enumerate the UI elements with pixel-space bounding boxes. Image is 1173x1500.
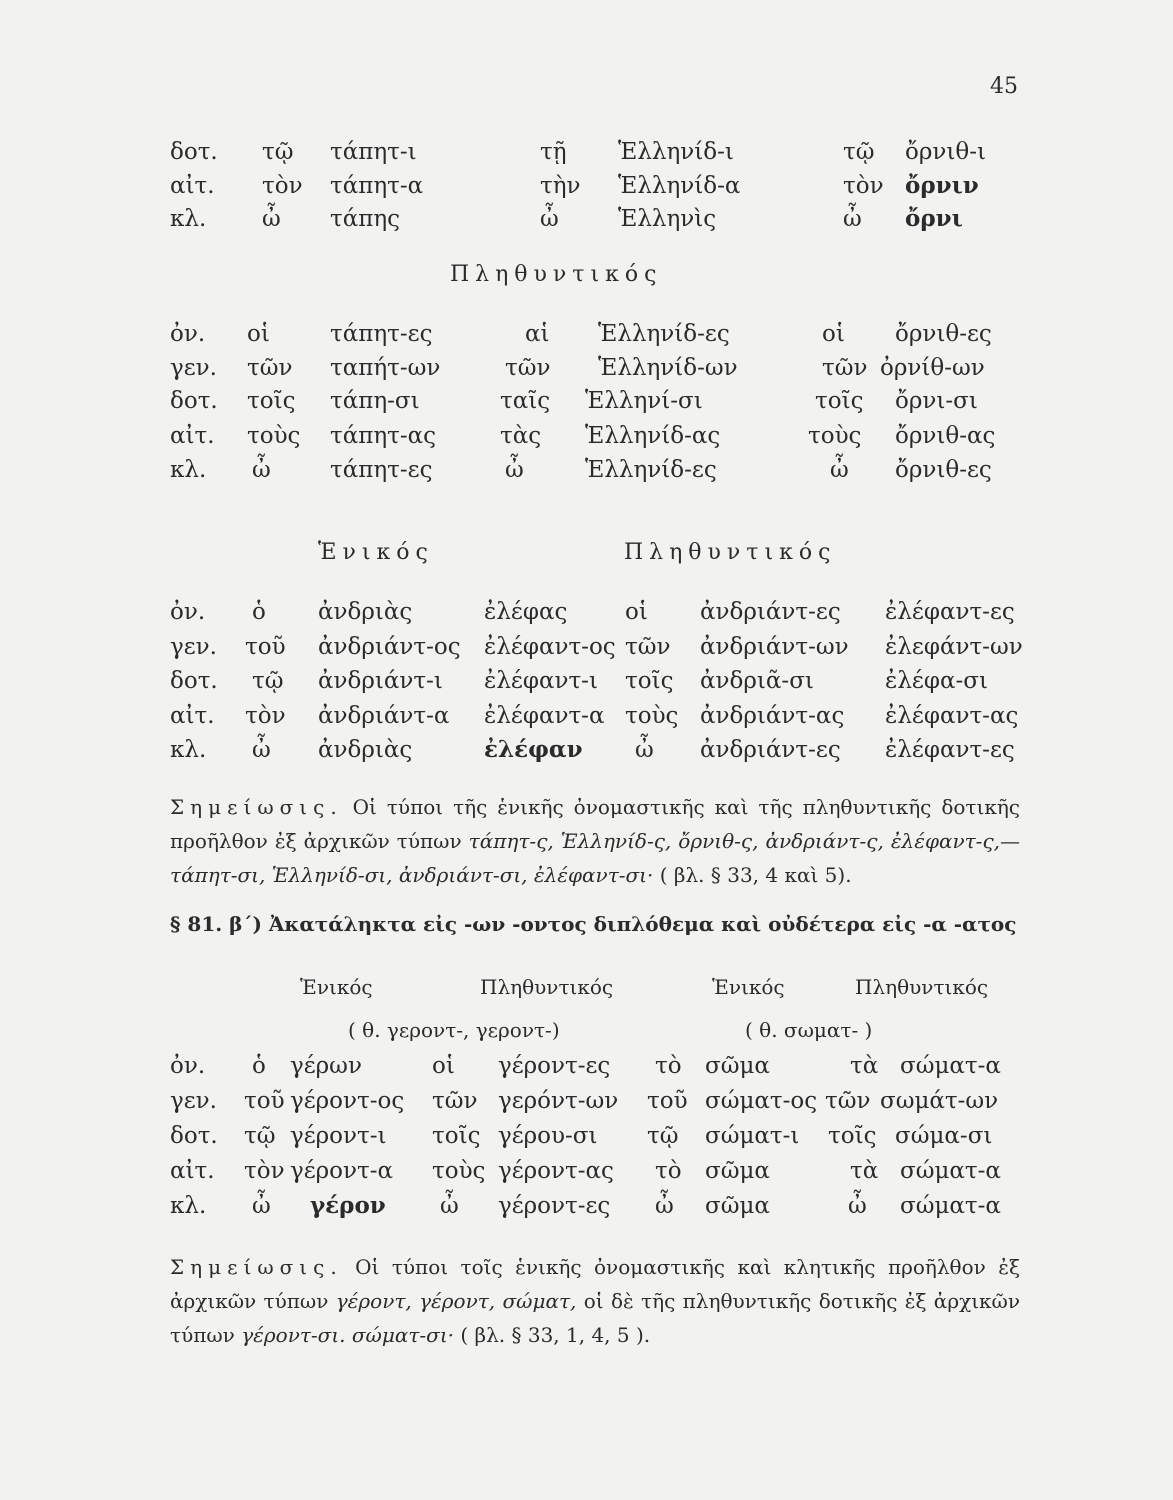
table-row — [0, 700, 1173, 732]
plural-heading: Πληθυντικός — [450, 262, 663, 287]
case-label: κλ. — [170, 457, 207, 483]
note-label: Σημείωσις. — [170, 795, 343, 819]
word-form: ἀνδριάντ-ι — [318, 668, 443, 694]
word-form: Ἑλληνίδ-ας — [585, 423, 721, 449]
article: τοὺς — [432, 1158, 486, 1184]
article: τὸν — [262, 173, 303, 199]
note-text: Οἱ τύποι τοῖς ἑνικῆς ὀνομαστικῆς καὶ κλητικῆς προῆλθον ἐξ ἀρχικῶν τύπων — [170, 1255, 1020, 1313]
article: τοῖς — [247, 388, 296, 414]
word-form: ἀνδριᾶ-σι — [700, 668, 814, 694]
article: τῶν — [432, 1088, 478, 1114]
word-form: σώματ-ος — [705, 1088, 818, 1114]
word-form: γέρου-σι — [498, 1123, 598, 1149]
word-form: τάπητ-ες — [330, 321, 433, 347]
case-label: αἰτ. — [170, 1158, 215, 1184]
article: τοῦ — [647, 1088, 688, 1114]
case-label: δοτ. — [170, 139, 218, 165]
article: ὁ — [252, 599, 266, 625]
word-form: τάπητ-ας — [330, 423, 437, 449]
word-form: ἀνδριάντ-ας — [700, 703, 845, 729]
case-label: αἰτ. — [170, 423, 215, 449]
article: τοῦ — [244, 1088, 285, 1114]
article: τῷ — [843, 139, 875, 165]
article: ὁ — [252, 1053, 266, 1079]
stem-note: ( θ. σωματ- ) — [745, 1018, 873, 1042]
word-form: ὄρνιθ-ες — [895, 457, 992, 483]
word-form: σῶμα — [705, 1158, 770, 1184]
note-text: Οἱ τύποι τῆς ἑνικῆς ὀνομαστικῆς καὶ τῆς πληθυντικῆς δοτικῆς προῆλθον ἐξ ἀρχικῶν τύπων — [170, 795, 1021, 853]
article: τοῖς — [815, 388, 864, 414]
table-row — [0, 385, 1173, 417]
article: τοῖς — [828, 1123, 877, 1149]
article: ὦ — [635, 737, 654, 763]
table-row — [0, 1155, 1173, 1187]
case-label: γεν. — [170, 634, 217, 660]
word-form: ἀνδριάντ-ος — [318, 634, 461, 660]
word-form: ὀρνίθ-ων — [880, 355, 985, 381]
word-form: ταπήτ-ων — [330, 355, 441, 381]
word-form: γέρον — [310, 1192, 386, 1219]
word-form: σώματ-ι — [705, 1123, 800, 1149]
note-italic-forms: τάπητ-ς, Ἑλληνίδ-ς, ὄρνιθ-ς, ἀνδριάντ-ς, ἐλέφαντ-ς,—τάπητ-σι, Ἑλληνίδ-σι, ἀνδριάντ-σι, ἐλέφαντ-σι· — [170, 829, 1021, 887]
word-form: ἐλέφας — [484, 599, 568, 625]
article: τὰς — [500, 423, 542, 449]
word-form: Ἑλληνίδ-ες — [598, 321, 730, 347]
word-form: ὄρνιθ-ι — [905, 139, 987, 165]
word-form: Ἑλληνὶς — [618, 206, 717, 232]
word-form: ἐλέφαντ-ι — [484, 668, 598, 694]
plural-heading: Πληθυντικός — [624, 540, 837, 565]
case-label: κλ. — [170, 206, 207, 232]
article: ὦ — [843, 206, 862, 232]
word-form: ὄρνι — [905, 205, 963, 232]
article: τὸν — [843, 173, 884, 199]
article: ταῖς — [500, 388, 551, 414]
table-row — [0, 352, 1173, 384]
article: τὴν — [540, 173, 581, 199]
word-form: ἀνδριὰς — [318, 737, 413, 763]
article: οἱ — [822, 321, 845, 347]
article: τοῦ — [245, 634, 286, 660]
word-form: ὄρνιθ-ες — [895, 321, 992, 347]
case-label: γεν. — [170, 355, 217, 381]
article: τῷ — [244, 1123, 276, 1149]
note-reference: ( βλ. § 33, 1, 4, 5 ). — [460, 1323, 651, 1347]
word-form: ἐλέφαντ-ες — [885, 599, 1015, 625]
word-form: σώματ-α — [900, 1053, 1001, 1079]
word-form: γέροντ-ος — [290, 1088, 405, 1114]
stem-note: ( θ. γεροντ-, γεροντ-) — [348, 1018, 560, 1042]
article: ὦ — [540, 206, 559, 232]
article: ὦ — [252, 1193, 271, 1219]
article: τῷ — [252, 668, 284, 694]
article: ὦ — [252, 457, 271, 483]
article: τῶν — [825, 1088, 871, 1114]
case-label: κλ. — [170, 1193, 207, 1219]
article: τὸ — [655, 1053, 682, 1079]
word-form: ὄρνι-σι — [895, 388, 978, 414]
article: ὦ — [252, 737, 271, 763]
article: οἱ — [247, 321, 270, 347]
table-row — [0, 734, 1173, 766]
note-reference: ( βλ. § 33, 4 καὶ 5). — [659, 863, 852, 887]
word-form: σῶμα — [705, 1193, 770, 1219]
word-form: ἐλέφαν — [484, 736, 583, 763]
article: τὸ — [655, 1158, 682, 1184]
note-text: οἱ δὲ τῆς πληθυντικῆς δοτικῆς ἐξ ἀρχικῶν τύπων — [170, 1289, 1020, 1347]
note-1 — [170, 790, 1020, 892]
word-form: ἐλέφαντ-ας — [885, 703, 1019, 729]
word-form: ἐλέφα-σι — [885, 668, 988, 694]
article: τὰ — [850, 1053, 879, 1079]
article: ὦ — [848, 1193, 867, 1219]
article: τὸν — [245, 703, 286, 729]
article: ὦ — [505, 457, 524, 483]
article: ὦ — [440, 1193, 459, 1219]
singular-heading: Ἑνικός — [318, 540, 434, 565]
plural-heading: Πληθυντικός — [855, 975, 989, 999]
word-form: ἀνδριὰς — [318, 599, 413, 625]
word-form: τάπητ-ες — [330, 457, 433, 483]
section-81-title: § 81. β΄) Ἀκατάληκτα εἰς -ων -οντος διπλόθεμα καὶ οὐδέτερα εἰς -α -ατος — [170, 912, 1017, 936]
article: τοῖς — [432, 1123, 481, 1149]
table-row — [0, 1120, 1173, 1152]
table-row — [0, 596, 1173, 628]
article: τῷ — [262, 139, 294, 165]
article: τῶν — [505, 355, 551, 381]
singular-heading: Ἑνικός — [712, 975, 785, 999]
article: οἱ — [432, 1053, 455, 1079]
case-label: γεν. — [170, 1088, 217, 1114]
word-form: σώματ-α — [900, 1193, 1001, 1219]
word-form: τάπη-σι — [330, 388, 420, 414]
article: τὸν — [244, 1158, 285, 1184]
singular-heading: Ἑνικός — [300, 975, 373, 999]
word-form: ἀνδριάντ-ων — [700, 634, 849, 660]
page-number: 45 — [990, 74, 1018, 99]
table-row — [0, 318, 1173, 350]
article: ὦ — [830, 457, 849, 483]
article: τῶν — [822, 355, 868, 381]
case-label: ὀν. — [170, 599, 206, 625]
note-2 — [170, 1250, 1020, 1352]
word-form: σῶμα — [705, 1053, 770, 1079]
word-form: Ἑλληνίδ-ων — [598, 355, 738, 381]
word-form: Ἑλληνίδ-ι — [618, 139, 734, 165]
table-row — [0, 203, 1173, 235]
article: οἱ — [625, 599, 648, 625]
table-row — [0, 631, 1173, 663]
word-form: γερόντ-ων — [498, 1088, 619, 1114]
article: τοὺς — [625, 703, 679, 729]
word-form: τάπητ-ι — [330, 139, 417, 165]
plural-heading: Πληθυντικός — [480, 975, 614, 999]
table-row — [0, 1085, 1173, 1117]
word-form: ἐλέφαντ-α — [484, 703, 605, 729]
note-italic-forms: γέροντ-σι. σώματ-σι· — [241, 1323, 455, 1347]
word-form: ἀνδριάντ-ες — [700, 599, 841, 625]
article: ὦ — [655, 1193, 674, 1219]
case-label: ὀν. — [170, 1053, 206, 1079]
word-form: ἐλέφαντ-ος — [484, 634, 616, 660]
table-row — [0, 454, 1173, 486]
word-form: γέροντ-ες — [498, 1193, 611, 1219]
case-label: αἰτ. — [170, 173, 215, 199]
word-form: Ἑλληνίδ-α — [618, 173, 741, 199]
word-form: σώμα-σι — [895, 1123, 993, 1149]
article: τοῖς — [625, 668, 674, 694]
word-form: ἀνδριάντ-ες — [700, 737, 841, 763]
word-form: ὄρνιν — [905, 172, 979, 199]
article: ὦ — [262, 206, 281, 232]
word-form: ὄρνιθ-ας — [895, 423, 996, 449]
article: τῶν — [625, 634, 671, 660]
note-italic-forms: γέροντ, γέροντ, σώματ, — [335, 1289, 577, 1313]
table-row — [0, 170, 1173, 202]
word-form: γέρων — [290, 1053, 362, 1079]
article: τοὺς — [247, 423, 301, 449]
word-form: τάπης — [330, 206, 401, 232]
case-label: κλ. — [170, 737, 207, 763]
word-form: Ἑλληνίδ-ες — [585, 457, 717, 483]
word-form: ἐλεφάντ-ων — [885, 634, 1023, 660]
table-row — [0, 665, 1173, 697]
case-label: ὀν. — [170, 321, 206, 347]
word-form: γέροντ-ες — [498, 1053, 611, 1079]
article: τῷ — [647, 1123, 679, 1149]
word-form: ἐλέφαντ-ες — [885, 737, 1015, 763]
article: τοὺς — [808, 423, 862, 449]
article: αἱ — [525, 321, 550, 347]
word-form: γέροντ-ας — [498, 1158, 614, 1184]
word-form: σωμάτ-ων — [880, 1088, 999, 1114]
article: τῶν — [247, 355, 293, 381]
word-form: τάπητ-α — [330, 173, 424, 199]
word-form: σώματ-α — [900, 1158, 1001, 1184]
word-form: γέροντ-ι — [290, 1123, 387, 1149]
case-label: δοτ. — [170, 668, 218, 694]
table-row — [0, 1050, 1173, 1082]
case-label: αἰτ. — [170, 703, 215, 729]
article: τῇ — [540, 139, 567, 165]
word-form: γέροντ-α — [290, 1158, 394, 1184]
note-label: Σημείωσις. — [170, 1255, 343, 1279]
table-row — [0, 1190, 1173, 1222]
word-form: ἀνδριάντ-α — [318, 703, 450, 729]
table-row — [0, 136, 1173, 168]
case-label: δοτ. — [170, 388, 218, 414]
case-label: δοτ. — [170, 1123, 218, 1149]
word-form: Ἑλληνί-σι — [585, 388, 703, 414]
table-row — [0, 420, 1173, 452]
article: τὰ — [850, 1158, 879, 1184]
